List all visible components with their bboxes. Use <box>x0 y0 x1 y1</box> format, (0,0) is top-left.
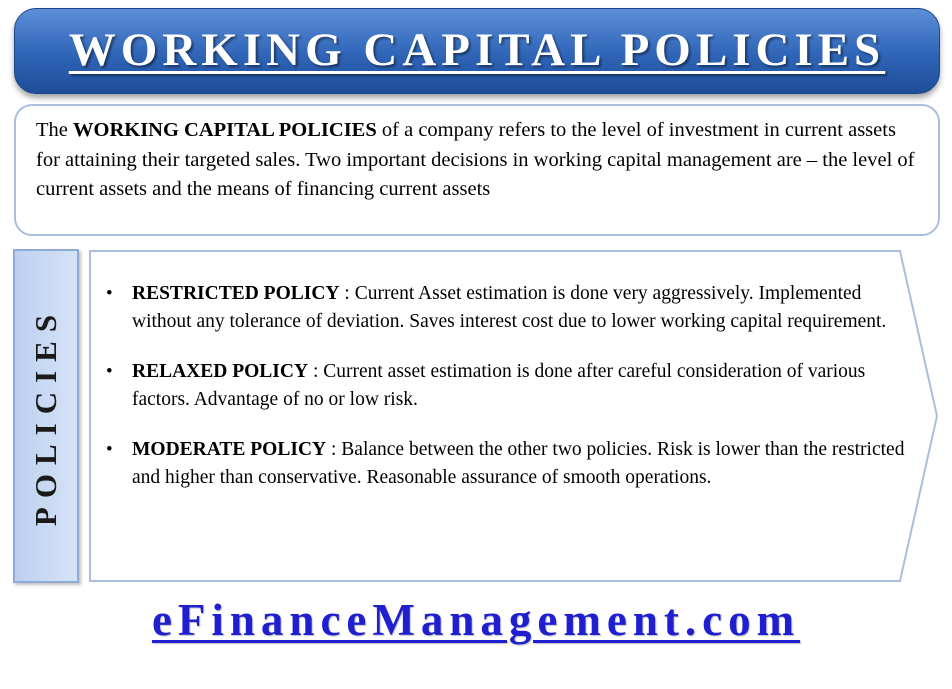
intro-rest: of a company refers to the level of investment in current assets for attaining their targeted sales. Two important decisions in working capital management are – the level of current assets and the means of financing current assets <box>36 119 915 200</box>
policy-name: RESTRICTED POLICY <box>132 283 340 304</box>
policy-name: RELAXED POLICY <box>132 361 309 382</box>
policy-list <box>106 280 906 514</box>
policy-item-moderate <box>106 436 906 491</box>
site-footer-link[interactable]: eFinanceManagement.com <box>151 595 801 645</box>
policy-name: MODERATE POLICY <box>132 439 327 460</box>
policy-separator: : <box>326 439 342 460</box>
policies-side-tab <box>13 249 79 583</box>
bullet-icon: • <box>106 361 113 382</box>
policies-side-label: POLICIES <box>28 305 63 527</box>
policy-item-relaxed <box>106 358 906 413</box>
intro-prefix: The <box>36 119 73 141</box>
policy-separator: : <box>339 283 355 304</box>
policy-separator: : <box>308 361 324 382</box>
intro-box <box>14 104 940 236</box>
intro-bold-term: WORKING CAPITAL POLICIES <box>73 119 377 141</box>
policy-description: Current asset estimation is done after careful consideration of various factors. Advantage of no or low risk. <box>132 361 866 410</box>
intro-text <box>36 116 916 205</box>
title-banner <box>14 8 940 94</box>
bullet-icon: • <box>106 283 113 304</box>
page-title: WORKING CAPITAL POLICIES <box>68 24 886 76</box>
policy-item-restricted <box>106 280 906 335</box>
policy-description: Balance between the other two policies. Risk is lower than the restricted and higher than conservative. Reasonable assurance of smooth operations. <box>132 439 905 488</box>
bullet-icon: • <box>106 439 113 460</box>
policy-description: Current Asset estimation is done very aggressively. Implemented without any tolerance of deviation. Saves interest cost due to lower working capital requirement. <box>132 283 887 332</box>
